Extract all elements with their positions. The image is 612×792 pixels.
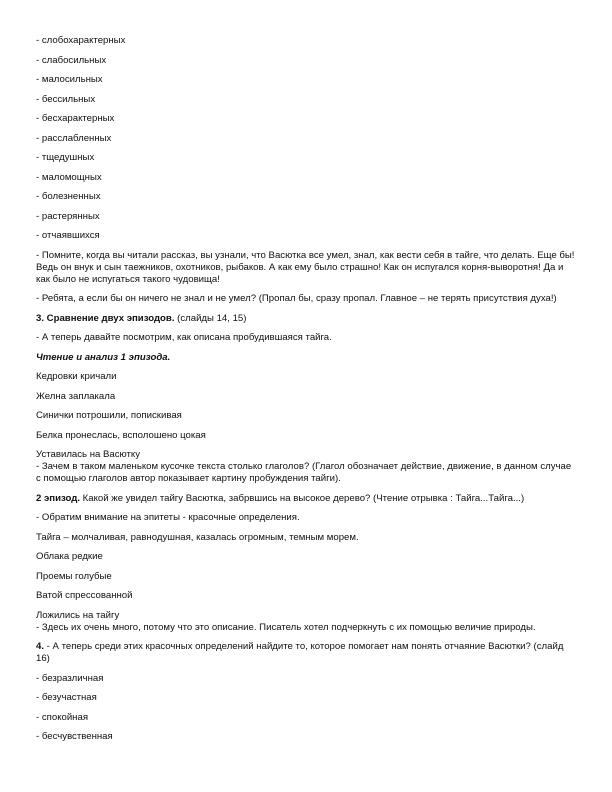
list-item: - безразличная	[36, 672, 104, 684]
list-item: - безучастная	[36, 692, 97, 703]
paragraph-epithets: - Обратим внимание на эпитеты - красочные определения.	[36, 512, 300, 523]
episode-2-heading: 2 эпизод.	[36, 492, 81, 504]
paragraph-kids: - Ребята, а если бы он ничего не знал и не умел? (Пропал бы, сразу пропал. Главное – не терять присутствия духа!)	[36, 293, 557, 304]
section-3-note: (слайды 14, 15)	[174, 312, 247, 324]
line-lozhilis: Ложились на тайгу	[36, 609, 120, 621]
list-item: Проемы голубые	[36, 570, 112, 582]
section-4-text: - А теперь среди этих красочных определений найдите то, которое помогает нам понять отчаяние Васютки? (слайд 16)	[36, 641, 564, 664]
list-item: - бессильных	[36, 93, 96, 105]
list-item: - спокойная	[36, 711, 89, 723]
list-item: Ватой спрессованной	[36, 590, 133, 601]
list-item: - растерянных	[36, 210, 100, 222]
list-item: Белка пронеслась, всполошено цокая	[36, 429, 206, 441]
line-ustavilas: Уставилась на Васютку	[36, 449, 141, 460]
document-body	[36, 35, 576, 751]
section-3-heading: 3. Сравнение двух эпизодов.	[36, 312, 175, 324]
list-item: - тщедушных	[36, 152, 95, 163]
section-4	[36, 641, 576, 665]
list-item: - бесчувственная	[36, 731, 113, 742]
episode-1-heading: Чтение и анализ 1 эпизода.	[36, 351, 171, 363]
list-item: - слабосильных	[36, 54, 107, 66]
section-3	[36, 313, 576, 325]
list-item: Кедровки кричали	[36, 371, 117, 382]
episode-2-text: Какой же увидел тайгу Васютка, забрвшись на высокое дерево? (Чтение отрывка : Тайга...Тайга...)	[80, 492, 525, 504]
list-item: - расслабленных	[36, 132, 112, 144]
section-4-number: 4.	[36, 641, 45, 652]
list-item: Желна заплакала	[36, 390, 116, 402]
list-item: - отчаявшихся	[36, 230, 100, 241]
word-list-1	[36, 35, 576, 242]
list-item: - малосильных	[36, 74, 103, 85]
list-item: - бесхарактерных	[36, 113, 115, 124]
episode-1-lines	[36, 371, 576, 442]
episode-2-lines	[36, 551, 576, 602]
word-list-2	[36, 673, 576, 744]
list-item: - слобохарактерных	[36, 35, 126, 46]
paragraph-verbs: - Зачем в таком маленьком кусочке текста столько глаголов? (Глагол обозначает действие, движение, в данном случае с помощью глаголов автор показывает картину пробуждения тайги).	[36, 461, 572, 484]
list-item: - болезненных	[36, 191, 101, 202]
list-item: Синички потрошили, попискивая	[36, 410, 182, 421]
paragraph-taiga: Тайга – молчаливая, равнодушная, казалась огромным, темным морем.	[36, 531, 359, 543]
list-item: Облака редкие	[36, 551, 103, 562]
paragraph-remember: - Помните, когда вы читали рассказ, вы узнали, что Васютка все умел, знал, как вести себя в тайге, что делать. Еще бы! Ведь он внук и сын таежников, охотников, рыбаков. А как ему было страшно! Как он испугался корня-выворотня! Да и как было не испугаться такого чудовища!	[36, 249, 575, 285]
episode-2	[36, 493, 576, 505]
paragraph-many: - Здесь их очень много, потому что это описание. Писатель хотел подчеркнуть с их помощью величие природы.	[36, 621, 536, 633]
paragraph-look: - А теперь давайте посмотрим, как описана пробудившаяся тайга.	[36, 332, 332, 343]
list-item: - маломощных	[36, 171, 102, 183]
